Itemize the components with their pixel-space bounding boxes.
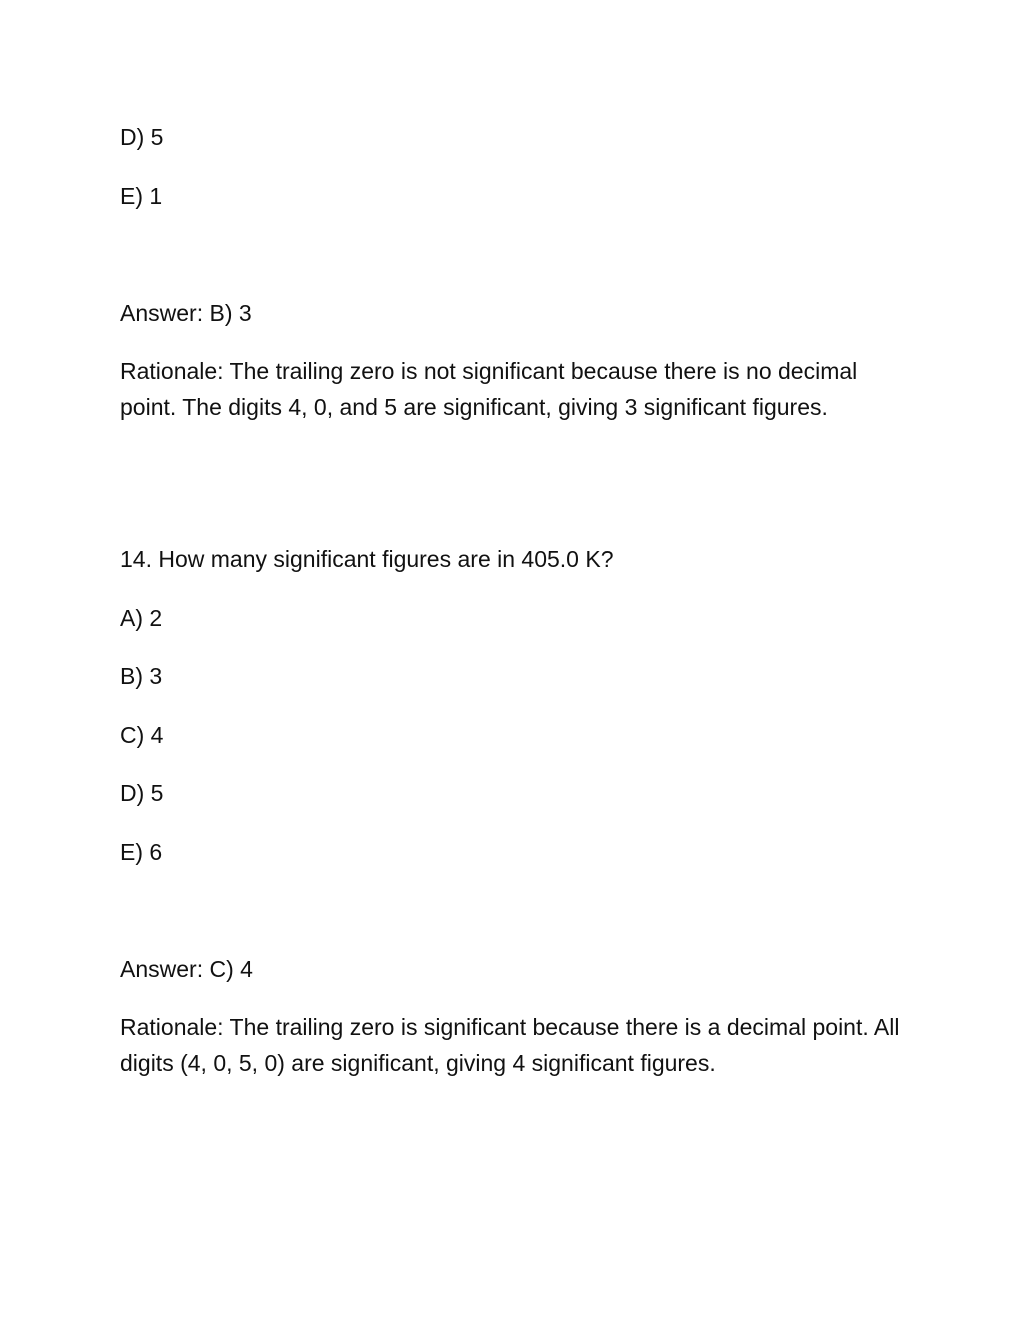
option-e: E) 1 [120,183,163,209]
option-d: D) 5 [120,124,164,150]
rationale-paragraph: Rationale: The trailing zero is not significant because there is no decimal point. The digits 4, 0, and 5 are significant, giving 3 significant figures. [120,358,858,420]
answer-line: Answer: C) 4 [120,956,253,982]
option-e: E) 6 [120,839,163,865]
option-c: C) 4 [120,722,164,748]
question-text: 14. How many significant figures are in 405.0 K? [120,546,614,572]
answer-line: Answer: B) 3 [120,300,252,326]
option-d: D) 5 [120,780,164,806]
rationale-paragraph: Rationale: The trailing zero is significant because there is a decimal point. All digits (4, 0, 5, 0) are significant, giving 4 significant figures. [120,1014,900,1076]
option-b: B) 3 [120,663,163,689]
option-a: A) 2 [120,605,163,631]
